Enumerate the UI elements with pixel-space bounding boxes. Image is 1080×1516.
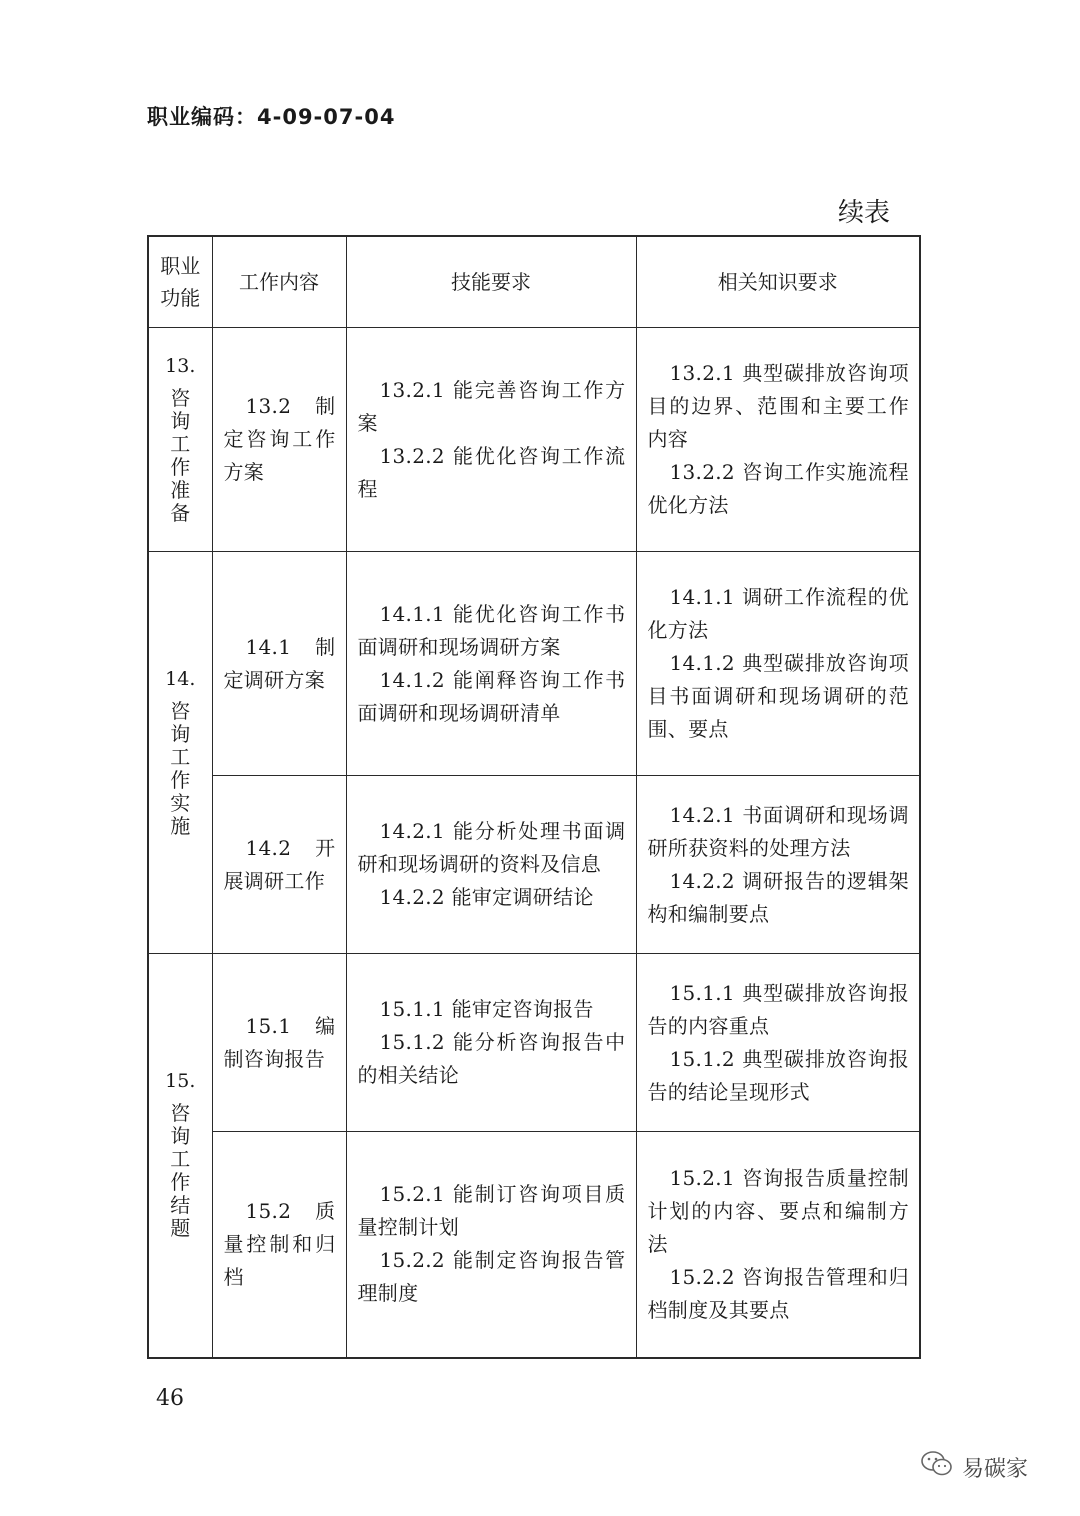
- function-name: 咨询工作准备: [170, 385, 191, 525]
- knowledge-requirements: 15.2.1 咨询报告质量控制计划的内容、要点和编制方法 15.2.2 咨询报告管理和归档制度及其要点: [636, 1132, 920, 1358]
- knowledge-requirements: 14.2.1 书面调研和现场调研所获资料的处理方法 14.2.2 调研报告的逻辑架构和编制要点: [636, 776, 920, 954]
- function-name: 咨询工作结题: [170, 1101, 191, 1241]
- occupation-code: 职业编码：4-09-07-04: [147, 105, 396, 129]
- skill-requirements: 15.2.1 能制订咨询项目质量控制计划 15.2.2 能制定咨询报告管理制度: [346, 1132, 636, 1358]
- function-name: 咨询工作实施: [170, 698, 191, 838]
- table-row: [148, 776, 920, 954]
- competency-table: [147, 235, 921, 1359]
- header-function: 职业功能: [148, 236, 212, 328]
- function-number: 14.: [165, 667, 196, 690]
- table-row: [148, 1132, 920, 1358]
- table-row: [148, 954, 920, 1132]
- continued-label: 续表: [838, 198, 891, 228]
- watermark-text: 易碳家: [962, 1456, 1029, 1482]
- table-row: [148, 552, 920, 776]
- watermark: [920, 1450, 1028, 1484]
- function-cell: [148, 552, 212, 954]
- function-cell: [148, 328, 212, 552]
- work-content: 15.1 编制咨询报告: [212, 954, 346, 1132]
- wechat-icon: [920, 1450, 962, 1484]
- work-content: 14.1 制定调研方案: [212, 552, 346, 776]
- knowledge-requirements: 15.1.1 典型碳排放咨询报告的内容重点 15.1.2 典型碳排放咨询报告的结论呈现形式: [636, 954, 920, 1132]
- header-skills: 技能要求: [346, 236, 636, 328]
- skill-requirements: 13.2.1 能完善咨询工作方案 13.2.2 能优化咨询工作流程: [346, 328, 636, 552]
- table-header-row: [148, 236, 920, 328]
- work-content: 14.2 开展调研工作: [212, 776, 346, 954]
- function-number: 13.: [165, 354, 196, 377]
- knowledge-requirements: 13.2.1 典型碳排放咨询项目的边界、范围和主要工作内容 13.2.2 咨询工作实施流程优化方法: [636, 328, 920, 552]
- skill-requirements: 14.2.1 能分析处理书面调研和现场调研的资料及信息 14.2.2 能审定调研结论: [346, 776, 636, 954]
- header-knowledge: 相关知识要求: [636, 236, 920, 328]
- knowledge-requirements: 14.1.1 调研工作流程的优化方法 14.1.2 典型碳排放咨询项目书面调研和现场调研的范围、要点: [636, 552, 920, 776]
- function-number: 15.: [165, 1070, 196, 1093]
- function-cell: [148, 954, 212, 1358]
- work-content: 13.2 制定咨询工作方案: [212, 328, 346, 552]
- page-number: 46: [156, 1386, 184, 1411]
- header-content: 工作内容: [212, 236, 346, 328]
- skill-requirements: 15.1.1 能审定咨询报告 15.1.2 能分析咨询报告中的相关结论: [346, 954, 636, 1132]
- table-row: [148, 328, 920, 552]
- work-content: 15.2 质量控制和归档: [212, 1132, 346, 1358]
- skill-requirements: 14.1.1 能优化咨询工作书面调研和现场调研方案 14.1.2 能阐释咨询工作书面调研和现场调研清单: [346, 552, 636, 776]
